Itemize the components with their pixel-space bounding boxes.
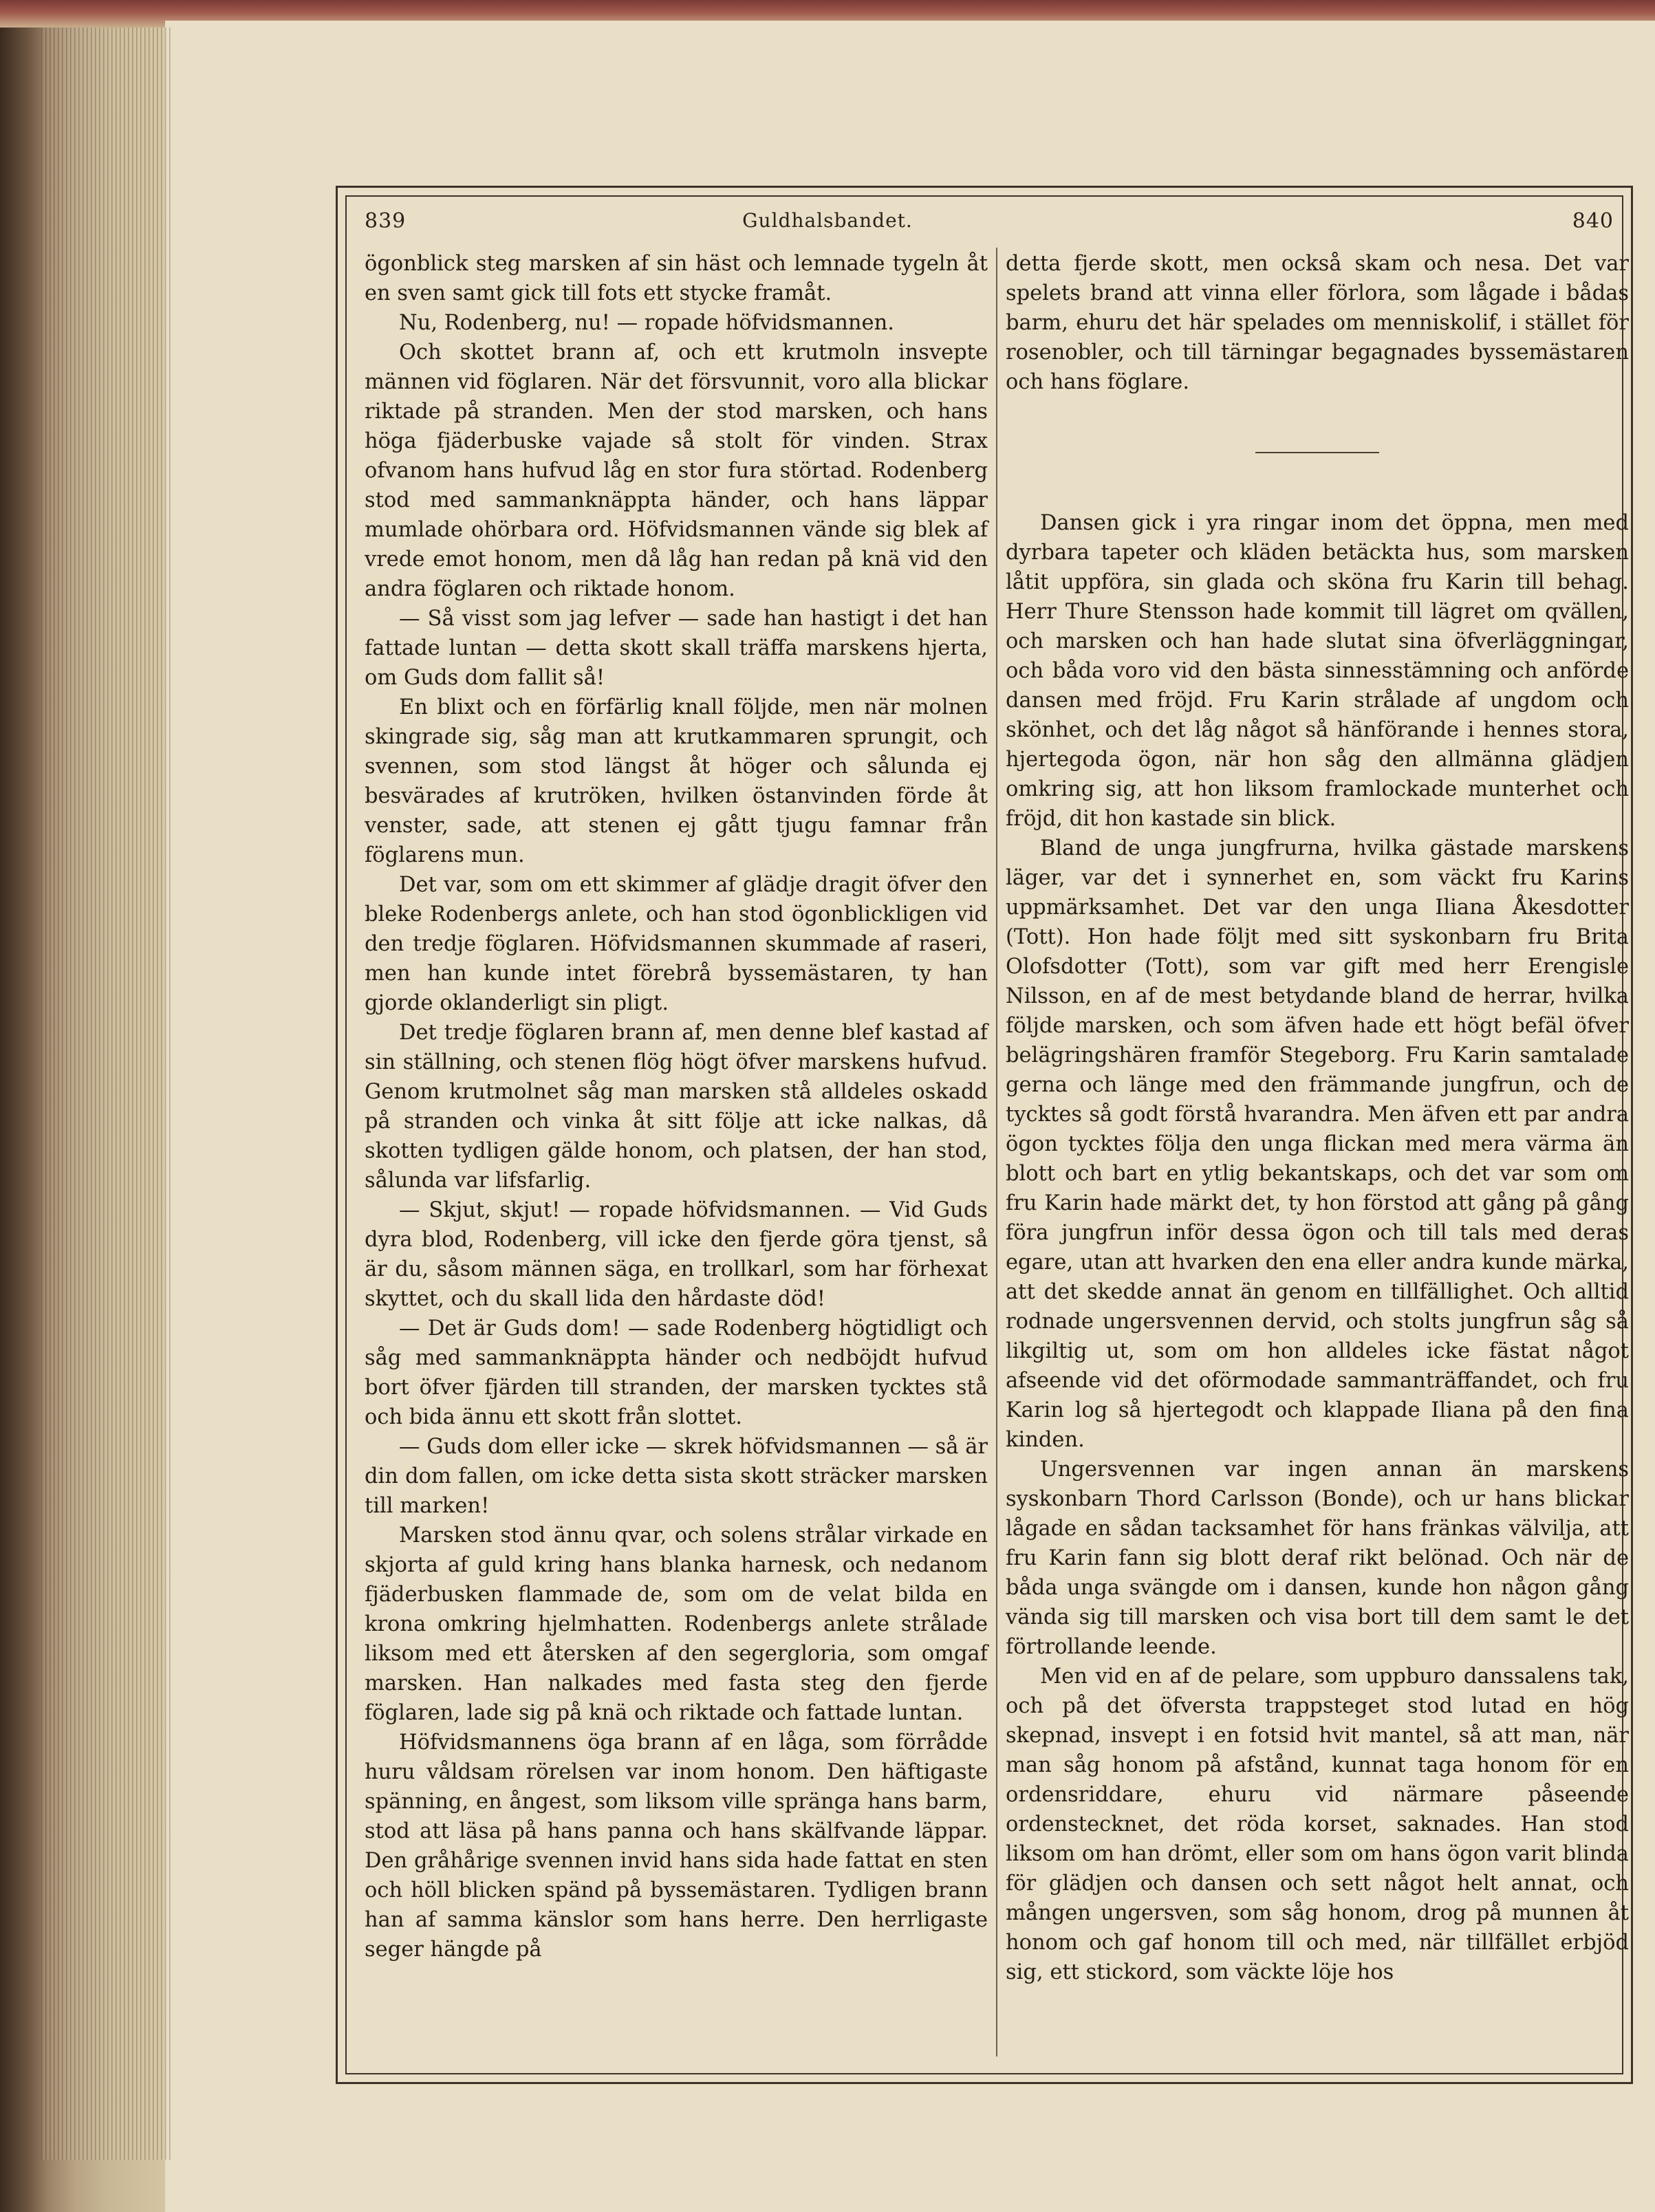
left-column <box>365 249 988 1964</box>
left-page-number: 839 <box>365 209 407 233</box>
paragraph: Och skottet brann af, och ett krutmoln insvepte männen vid föglaren. När det försvunnit, voro alla blickar riktade på stranden. Men der stod marsken, och hans höga fjäderbuske vajade så stolt för vinden. Strax ofvanom hans hufvud låg en stor fura störtad. Rodenberg stod med sammanknäppta händer, och hans läppar mumlade ohörbara ord. Höfvidsmannen vände sig blek af vrede emot honom, men då låg han redan på knä vid den andra föglaren och riktade honom. <box>365 340 988 601</box>
paragraph: Det var, som om ett skimmer af glädje dragit öfver den bleke Rodenbergs anlete, och han stod ögonblickligen vid den tredje föglaren. Höfvidsmannen skummade af raseri, men han kunde intet förebrå byssemästaren, ty han gjorde oklanderligt sin pligt. <box>365 873 988 1015</box>
paragraph: Marsken stod ännu qvar, och solens strålar virkade en skjorta af guld kring hans blanka harnesk, och nedanom fjäderbusken flammade de, som om de velat bilda en krona omkring hjelmhatten. Rodenbergs anlete strålade liksom med ett återsken af den segergloria, som omgaf marsken. Han nalkades med fasta steg den fjerde föglaren, lade sig på knä och riktade och fattade luntan. <box>365 1524 988 1725</box>
paragraph: Dansen gick i yra ringar inom det öppna, men med dyrbara tapeter och kläden betäckta hus, som marsken låtit uppföra, sin glada och sköna fru Karin till behag. Herr Thure Stensson hade kommit till lägret om qvällen, och marsken och han hade slutat sina öfverläggningar, och båda voro vid den bästa sinnesstämning och anförde dansen med fröjd. Fru Karin strålade af ungdom och skönhet, och det låg något så hänförande i hennes stora, hjertegoda ögon, när hon såg den allmänna glädjen omkring sig, att hon liksom framlockade munterhet och fröjd, dit hon kastade sin blick. <box>1006 511 1629 831</box>
book-page-edges <box>41 28 172 2160</box>
column-divider <box>996 248 997 2057</box>
paragraph: — Guds dom eller icke — skrek höfvidsmannen — så är din dom fallen, om icke detta sista skott sträcker marsken till marken! <box>365 1435 988 1518</box>
paragraph: Nu, Rodenberg, nu! — ropade höfvidsmannen. <box>399 311 894 335</box>
paragraph: detta fjerde skott, men också skam och nesa. Det var spelets brand att vinna eller förlora, som lågade i bådas barm, ehuru det här spelades om menniskolif, i stället för rosenobler, och till tärningar begagnades byssemästaren och hans föglare. <box>1006 252 1629 394</box>
paragraph: — Så visst som jag lefver — sade han hastigt i det han fattade luntan — detta skott skall träffa marskens hjerta, om Guds dom fallit så! <box>365 607 988 690</box>
paragraph: Men vid en af de pelare, som uppburo danssalens tak, och på det öfversta trappsteget stod lutad en hög skepnad, insvept i en fotsid hvit mantel, så att man, när man såg honom på afstånd, kunnat taga honom för en ordensriddare, ehuru vid närmare påseende ordenstecknet, det röda korset, saknades. Han stod liksom om han drömt, eller som om hans ögon varit blinda för glädjen och dansen och sett något helt annat, och mången ungersven, som såg honom, drog på munnen åt honom och gaf honom till och med, när tillfället erbjöd sig, ett stickord, som väckte löje hos <box>1006 1665 1629 1984</box>
paragraph: — Skjut, skjut! — ropade höfvidsmannen. — Vid Guds dyra blod, Rodenberg, vill icke den fjerde göra tjenst, så är du, såsom männen säga, en trollkarl, som har förhexat skyttet, och du skall lida den hårdaste död! <box>365 1198 988 1311</box>
paragraph: Bland de unga jungfrurna, hvilka gästade marskens läger, var det i synnerhet en, som väckt fru Karins uppmärksamhet. Det var den unga Iliana Åkesdotter (Tott). Hon hade följt med sitt syskonbarn fru Brita Olofsdotter (Tott), som var gift med herr Erengisle Nilsson, en af de mest betydande bland de herrar, hvilka följde marsken, och som äfven hade ett högt befäl öfver belägringshären framför Stegeborg. Fru Karin samtalade gerna och länge med den främmande jungfrun, och de tycktes så godt förstå hvarandra. Men äfven ett par andra ögon tycktes följa den unga flickan med mera värma än blott och bart en ytlig bekantskaps, och det var som om fru Karin hade märkt det, ty hon förstod att gång på gång föra jungfrun inför dessa ögon och till tals med deras egare, utan att hvarken den ena eller andra kunde märka, att det skedde annat än genom en tillfällighet. Och alltid rodnade ungersvennen dervid, och stolts jungfrun såg så likgiltig ut, som om hon alldeles icke fästat något afseende vid det oförmodade sammanträffandet, och fru Karin log så hjertegodt och klappade Iliana på den fina kinden. <box>1006 836 1629 1452</box>
paragraph: Ungersvennen var ingen annan än marskens syskonbarn Thord Carlsson (Bonde), och ur hans blickar lågade en sådan tacksamhet för hans fränkas välvilja, att fru Karin fann sig blott deraf rikt belönad. Och när de båda unga svängde om i dansen, kunde hon någon gång vända sig till marsken och visa bort till dem samt le det förtrollande leende. <box>1006 1457 1629 1659</box>
right-column <box>1006 249 1629 1987</box>
paragraph: — Det är Guds dom! — sade Rodenberg högtidligt och såg med sammanknäppta händer och nedböjdt hufvud bort öfver fjärden till stranden, der marsken tycktes stå och bida ännu ett skott från slottet. <box>365 1316 988 1429</box>
paragraph: Det tredje föglaren brann af, men denne blef kastad af sin ställning, och stenen flög högt öfver marskens hufvud. Genom krutmolnet såg man marsken stå alldeles oskadd på stranden och vinka åt sitt följe att icke nalkas, då skotten tydligen gälde honom, och platsen, der han stod, sålunda var lifsfarlig. <box>365 1021 988 1193</box>
paragraph: ögonblick steg marsken af sin häst och lemnade tygeln åt en sven samt gick till fots ett stycke framåt. <box>365 252 988 305</box>
running-title: Guldhalsbandet. <box>742 209 913 232</box>
section-divider <box>1255 452 1379 453</box>
right-page-number: 840 <box>1572 209 1614 233</box>
paragraph: Höfvidsmannens öga brann af en låga, som förrådde huru våldsam rörelsen var inom honom. Den häftigaste spänning, en ångest, som liksom ville spränga hans barm, stod att läsa på hans panna och hans skälfvande läppar. Den gråhårige svennen invid hans sida hade fattat en sten och höll blicken spänd på byssemästaren. Tydligen brann han af samma känslor som hans herre. Den herrligaste seger hängde på <box>365 1731 988 1962</box>
paragraph: En blixt och en förfärlig knall följde, men när molnen skingrade sig, såg man att krutkammaren sprungit, och svennen, som stod längst åt höger och sålunda ej besvärades af krutröken, hvilken östanvinden förde åt venster, sade, att stenen ej gått tjugu famnar från föglarens mun. <box>365 695 988 867</box>
